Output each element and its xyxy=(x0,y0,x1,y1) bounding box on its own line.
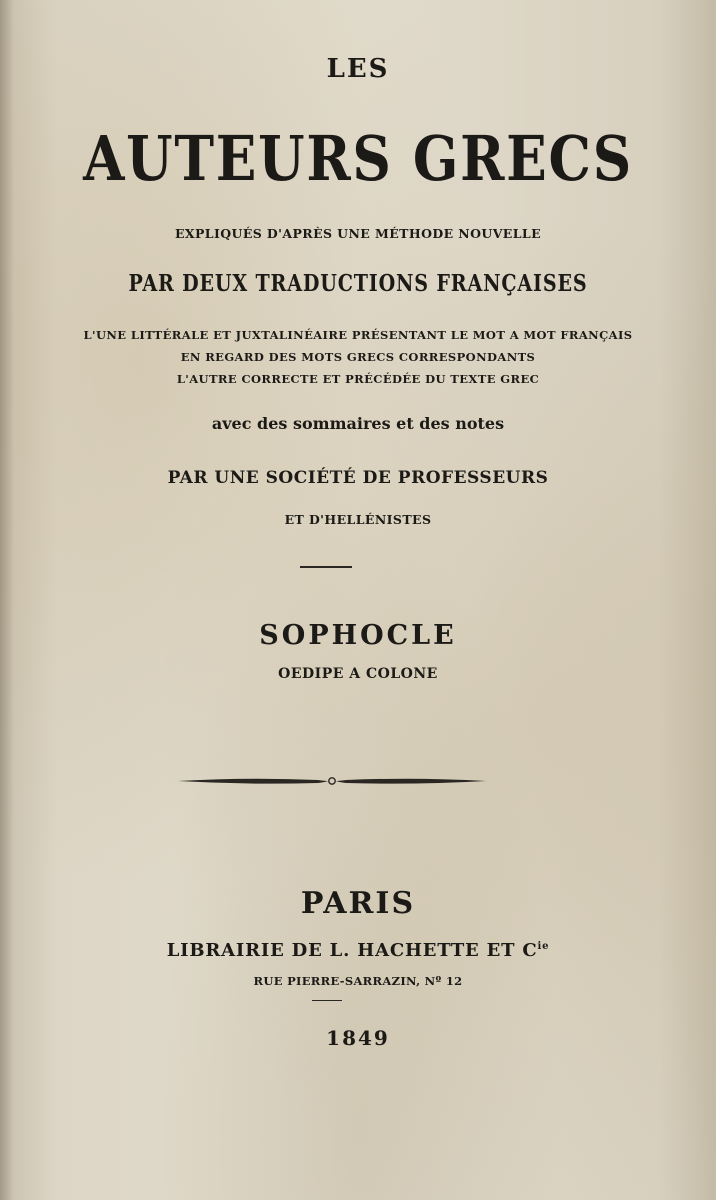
publisher-address: RUE PIERRE-SARRAZIN, Nº 12 xyxy=(253,974,463,988)
subtitle-explained: EXPLIQUÉS D'APRÈS UNE MÉTHODE NOUVELLE xyxy=(174,226,542,241)
description-line-3: L'AUTRE CORRECTE ET PRÉCÉDÉE DU TEXTE GREC xyxy=(176,372,540,386)
description-line-1: L'UNE LITTÉRALE ET JUXTALINÉAIRE PRÉSENTANT LE MOT A MOT FRANÇAIS xyxy=(83,328,633,342)
work-title: OEDIPE A COLONE xyxy=(278,666,438,682)
subtitle-translations: PAR DEUX TRADUCTIONS FRANÇAISES xyxy=(128,270,588,297)
divider-rule xyxy=(300,566,352,568)
small-divider-rule xyxy=(312,1000,342,1001)
society-line: PAR UNE SOCIÉTÉ DE PROFESSEURS xyxy=(167,468,549,488)
imprint-city: PARIS xyxy=(300,886,416,921)
ornamental-rule-icon xyxy=(178,770,486,792)
publisher-suffix: ie xyxy=(537,941,550,952)
title-les: LES xyxy=(326,54,390,84)
publisher-name: LIBRAIRIE DE L. HACHETTE ET C xyxy=(166,940,538,961)
main-title: AUTEURS GRECS xyxy=(83,122,633,195)
author-name: SOPHOCLE xyxy=(259,620,457,651)
hellenists-line: ET D'HELLÉNISTES xyxy=(284,512,432,527)
publisher-line xyxy=(0,940,716,961)
description-line-2: EN REGARD DES MOTS GRECS CORRESPONDANTS xyxy=(180,350,536,364)
publication-year: 1849 xyxy=(326,1026,390,1050)
notes-line: avec des sommaires et des notes xyxy=(211,414,505,433)
binding-shadow xyxy=(0,0,14,1200)
